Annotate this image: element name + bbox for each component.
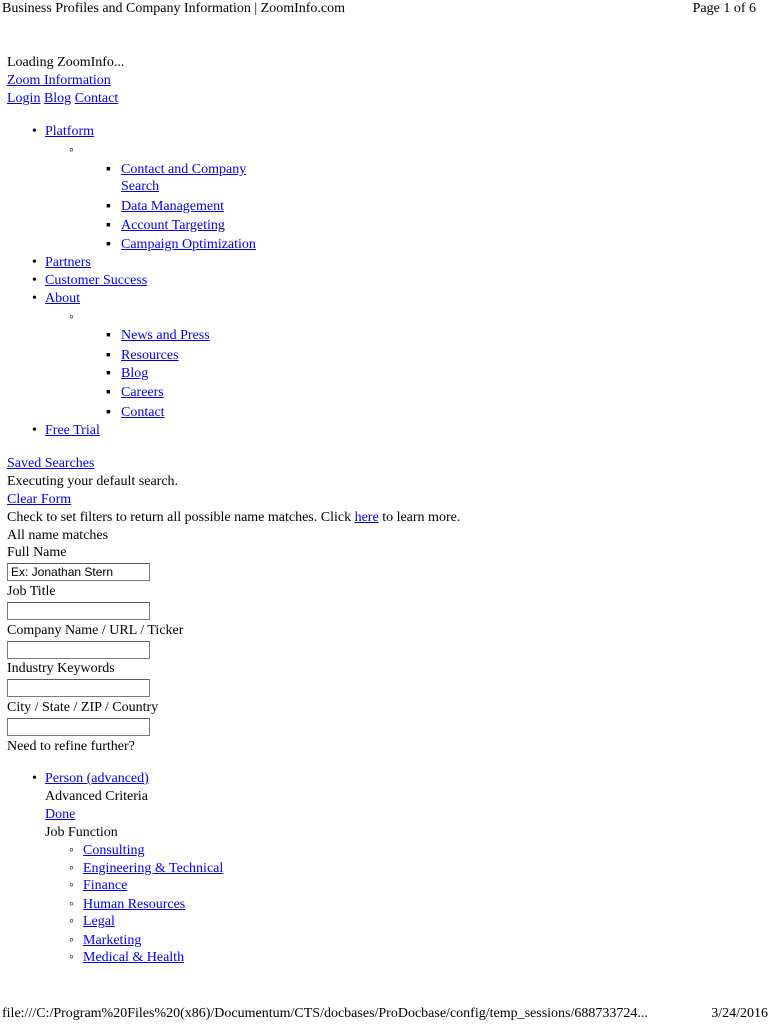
saved-searches-link[interactable]: Saved Searches	[7, 456, 95, 471]
nav-account-targeting[interactable]: Account Targeting	[121, 218, 225, 233]
job-function-engineering[interactable]: Engineering & Technical	[83, 861, 224, 876]
bullet-icon	[32, 272, 37, 290]
job-function-label: Job Function	[45, 825, 118, 840]
square-bullet-icon	[106, 404, 111, 422]
nav-platform[interactable]: Platform	[45, 124, 94, 139]
sub-bullet-icon	[69, 932, 74, 950]
nav-contact-company-search-line2[interactable]: Search	[121, 179, 160, 194]
square-bullet-icon	[106, 198, 111, 216]
bullet-icon	[32, 422, 37, 440]
industry-keywords-label: Industry Keywords	[7, 661, 115, 676]
brand-link[interactable]: Zoom Information	[7, 73, 111, 88]
job-function-finance[interactable]: Finance	[83, 878, 128, 893]
square-bullet-icon	[106, 365, 111, 383]
job-function-legal[interactable]: Legal	[83, 914, 115, 929]
sub-bullet-icon	[69, 949, 74, 967]
job-title-input[interactable]	[7, 602, 150, 620]
job-function-marketing[interactable]: Marketing	[83, 933, 142, 948]
job-function-medical-health[interactable]: Medical & Health	[83, 950, 185, 965]
refine-text: Need to refine further?	[7, 739, 135, 754]
sub-bullet-icon	[69, 142, 74, 160]
job-function-consulting[interactable]: Consulting	[83, 843, 145, 858]
clear-form-link[interactable]: Clear Form	[7, 492, 72, 507]
bullet-icon	[32, 290, 37, 308]
nav-contact-company-search-line1[interactable]: Contact and Company	[121, 162, 247, 177]
company-input[interactable]	[7, 641, 150, 659]
done-link[interactable]: Done	[45, 807, 76, 822]
square-bullet-icon	[106, 236, 111, 254]
job-function-human-resources[interactable]: Human Resources	[83, 897, 186, 912]
nav-about[interactable]: About	[45, 291, 80, 306]
learn-more-link[interactable]: here	[354, 510, 379, 525]
filter-help-text-before: Check to set filters to return all possible name matches. Click	[7, 510, 352, 525]
nav-customer-success[interactable]: Customer Success	[45, 273, 148, 288]
square-bullet-icon	[106, 217, 111, 235]
print-footer-path: file:///C:/Program%20Files%20(x86)/Documentum/CTS/docbases/ProDocbase/config/temp_sessions/688733724...	[2, 1006, 648, 1021]
sub-bullet-icon	[69, 309, 74, 327]
full-name-input[interactable]	[7, 563, 150, 581]
square-bullet-icon	[106, 327, 111, 345]
sub-bullet-icon	[69, 877, 74, 895]
contact-link[interactable]: Contact	[74, 91, 119, 106]
square-bullet-icon	[106, 384, 111, 402]
sub-bullet-icon	[69, 896, 74, 914]
top-links	[7, 90, 118, 108]
job-title-label: Job Title	[7, 584, 56, 599]
filter-help-text	[7, 509, 460, 527]
bullet-icon	[32, 123, 37, 141]
advanced-criteria-label: Advanced Criteria	[45, 789, 149, 804]
blog-link[interactable]: Blog	[43, 91, 72, 106]
nav-data-management[interactable]: Data Management	[121, 199, 225, 214]
nav-blog[interactable]: Blog	[121, 366, 149, 381]
executing-search-text: Executing your default search.	[7, 474, 179, 489]
sub-bullet-icon	[69, 913, 74, 931]
company-label: Company Name / URL / Ticker	[7, 623, 184, 638]
sub-bullet-icon	[69, 842, 74, 860]
location-label: City / State / ZIP / Country	[7, 700, 159, 715]
print-footer-date: 3/24/2016	[711, 1006, 768, 1021]
nav-partners[interactable]: Partners	[45, 255, 91, 270]
print-page-indicator: Page 1 of 6	[692, 1, 756, 16]
loading-text: Loading ZoomInfo...	[7, 55, 125, 70]
nav-resources[interactable]: Resources	[121, 348, 179, 363]
full-name-label: Full Name	[7, 545, 67, 560]
print-header-title: Business Profiles and Company Information | ZoomInfo.com	[2, 1, 346, 16]
person-advanced-link[interactable]: Person (advanced)	[45, 771, 149, 786]
login-link[interactable]: Login	[7, 91, 41, 106]
all-name-matches-label: All name matches	[7, 528, 109, 543]
nav-campaign-optimization[interactable]: Campaign Optimization	[121, 237, 256, 252]
bullet-icon	[32, 254, 37, 272]
sub-bullet-icon	[69, 860, 74, 878]
nav-contact[interactable]: Contact	[121, 405, 165, 420]
nav-free-trial[interactable]: Free Trial	[45, 423, 100, 438]
nav-news-and-press[interactable]: News and Press	[121, 328, 210, 343]
location-input[interactable]	[7, 718, 150, 736]
bullet-icon	[32, 770, 37, 788]
square-bullet-icon	[106, 161, 111, 179]
nav-careers[interactable]: Careers	[121, 385, 164, 400]
filter-help-text-after: to learn more.	[382, 510, 461, 525]
square-bullet-icon	[106, 347, 111, 365]
industry-keywords-input[interactable]	[7, 679, 150, 697]
